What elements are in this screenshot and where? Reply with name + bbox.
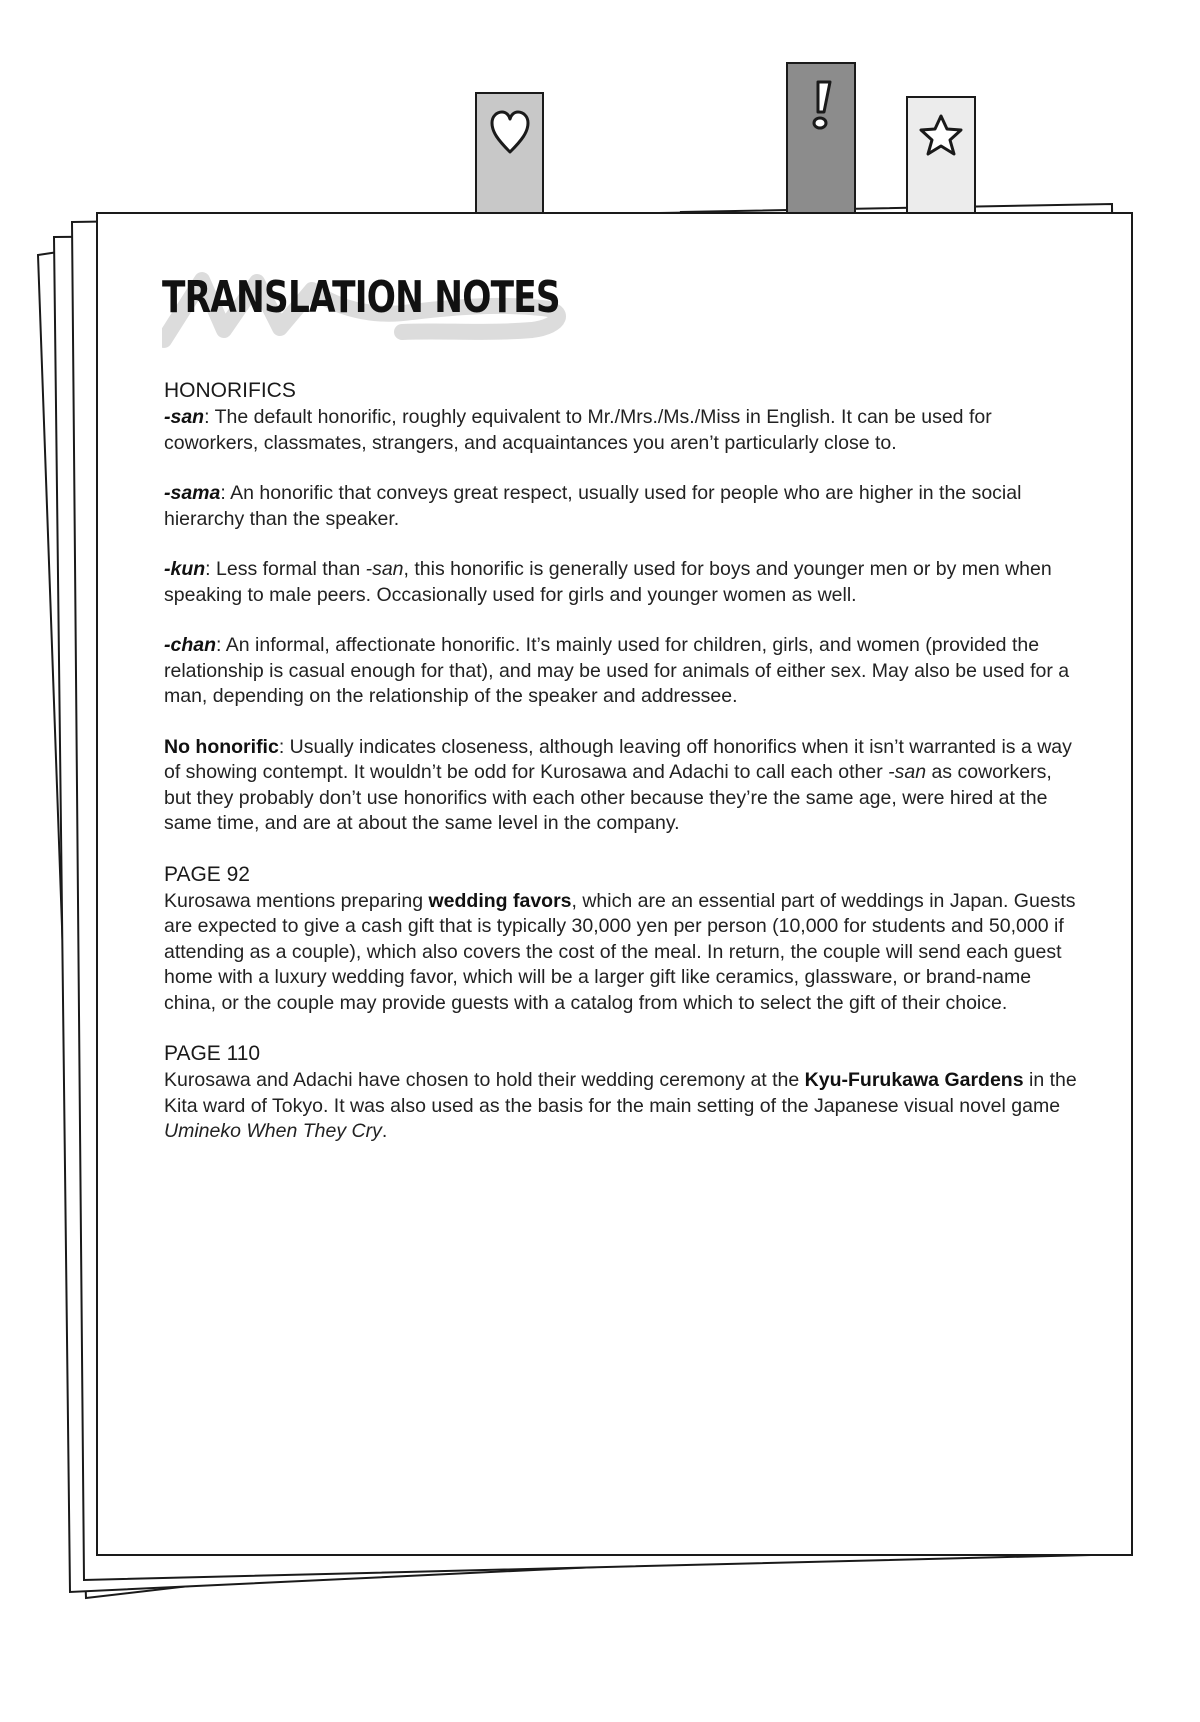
note-page-110-text-2: in the Kita ward of Tokyo. It was also used as the basis for the main setting of the Japanese visual novel game (164, 1069, 1077, 1117)
term-san: -san (164, 406, 205, 428)
note-sama-text: : An honorific that conveys great respect, usually used for people who are higher in the social hierarchy than the speaker. (164, 482, 1022, 530)
page-title: TRANSLATION NOTES (162, 272, 560, 323)
note-kun (164, 557, 1084, 608)
note-page-92-text-1: Kurosawa mentions preparing (164, 889, 429, 912)
section-heading-page-110: PAGE 110 (164, 1042, 261, 1065)
notes-content (164, 377, 1084, 1169)
note-san-text: : The default honorific, roughly equivalent to Mr./Mrs./Ms./Miss in English. It can be used for coworkers, classmates, strangers, and acquaintances you aren’t particularly close to. (164, 406, 992, 454)
section-page-92 (164, 861, 1084, 1017)
bookmark-tab-star (906, 96, 976, 216)
note-no-honorific-text-2: as coworkers, but they probably don’t use honorifics with each other because they’re the same age, were hired at the same time, and are at about the same level in the company. (164, 761, 1052, 834)
note-page-110-italic: Umineko When They Cry (164, 1120, 382, 1142)
bookmark-tab-exclamation (786, 62, 856, 216)
title-block (162, 260, 582, 350)
note-kun-text-1: : Less formal than (205, 558, 366, 580)
note-sama (164, 481, 1084, 532)
note-chan-text: : An informal, affectionate honorific. It’s mainly used for children, girls, and women (provided the relationship is casual enough for that), and may be used for animals of either sex. May also be used for a man, depending on the relationship of the speaker and addressee. (164, 634, 1070, 707)
section-heading-page-92: PAGE 92 (164, 862, 250, 886)
section-page-110 (164, 1040, 1084, 1145)
heart-icon (488, 108, 532, 158)
note-san (164, 405, 1084, 456)
note-page-92-text-2: , which are an essential part of weddings in Japan. Guests are expected to give a cash gift that is typically 30,000 yen per person (10,000 for students and 50,000 if attending as a couple), which also covers the cost of the meal. In return, the couple will send each guest home with a luxury wedding favor, which will be a larger gift like ceramics, glassware, or brand-name china, or the couple may provide guests with a catalog from which to select the gift of their choice. (164, 889, 1076, 1014)
note-no-honorific (164, 735, 1084, 837)
note-kun-ref: -san (365, 558, 404, 580)
note-page-110-text-3: . (381, 1120, 388, 1142)
section-heading-honorifics: HONORIFICS (164, 379, 296, 402)
note-page-110-bold: Kyu-Furukawa Gardens (804, 1069, 1024, 1091)
term-chan: -chan (164, 634, 217, 656)
note-page-110 (164, 1068, 1084, 1145)
note-page-92 (164, 889, 1084, 1017)
note-chan (164, 633, 1084, 710)
note-page-110-text-1: Kurosawa and Adachi have chosen to hold their wedding ceremony at the (164, 1069, 805, 1091)
term-kun: -kun (164, 558, 206, 580)
front-page (96, 212, 1133, 1556)
term-sama: -sama (164, 482, 221, 504)
note-no-honorific-text-1: : Usually indicates closeness, although leaving off honorifics when it isn’t warranted is a way of showing contempt. It wouldn’t be odd for Kurosawa and Adachi to call each other (164, 735, 1072, 783)
note-page-92-bold: wedding favors (428, 889, 572, 912)
exclamation-icon (801, 78, 841, 134)
note-kun-text-2: , this honorific is generally used for boys and younger men or by men when speaking to male peers. Occasionally used for girls and younger women as well. (164, 558, 1052, 606)
note-no-honorific-ref: -san (888, 761, 927, 783)
bookmark-tab-heart (475, 92, 544, 216)
star-icon (916, 112, 966, 160)
term-no-honorific: No honorific (164, 735, 279, 758)
